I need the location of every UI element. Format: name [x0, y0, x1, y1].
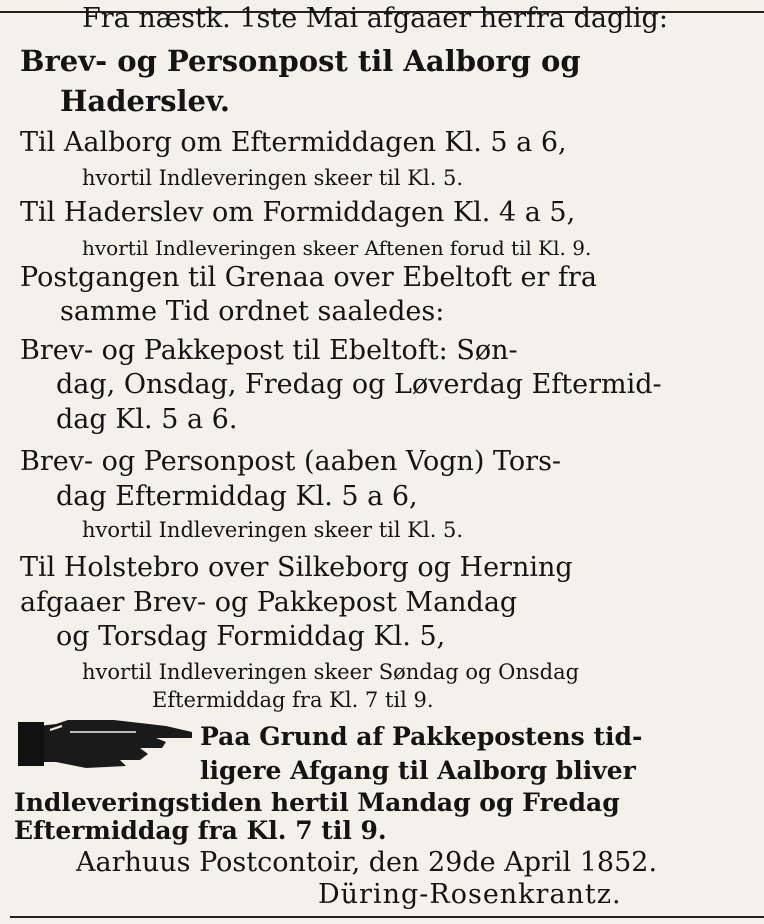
line-11: dag, Onsdag, Fredag og Løverdag Eftermid-	[56, 369, 662, 400]
line-12: dag Kl. 5 a 6.	[56, 404, 238, 435]
line-1: Fra næstk. 1ste Mai afgaaer herfra daglig:	[82, 3, 668, 34]
line-5: hvortil Indleveringen skeer til Kl. 5.	[82, 166, 464, 190]
line-21: Paa Grund af Pakkepostens tid-	[200, 722, 643, 751]
line-10: Brev- og Pakkepost til Ebeltoft: Søn-	[20, 335, 518, 366]
line-17: afgaaer Brev- og Pakkepost Mandag	[20, 587, 518, 618]
line-9: samme Tid ordnet saaledes:	[60, 296, 445, 327]
line-19: hvortil Indleveringen skeer Søndag og Onsdag	[82, 660, 580, 684]
line-15: hvortil Indleveringen skeer til Kl. 5.	[82, 518, 464, 542]
line-8: Postgangen til Grenaa over Ebeltoft er fra	[20, 262, 597, 293]
line-2: Brev- og Personpost til Aalborg og	[20, 44, 581, 78]
line-3: Haderslev.	[60, 84, 231, 118]
line-13: Brev- og Personpost (aaben Vogn) Tors-	[20, 446, 562, 477]
pointing-hand-icon	[16, 712, 196, 772]
line-16: Til Holstebro over Silkeborg og Herning	[20, 552, 573, 583]
line-7: hvortil Indleveringen skeer Aftenen forud til Kl. 9.	[82, 236, 592, 260]
bottom-rule	[10, 916, 764, 918]
line-22: ligere Afgang til Aalborg bliver	[200, 756, 636, 785]
line-25: Aarhuus Postcontoir, den 29de April 1852.	[76, 847, 658, 878]
line-23: Indleveringstiden hertil Mandag og Fredag	[14, 788, 620, 817]
line-20: Eftermiddag fra Kl. 7 til 9.	[152, 688, 434, 712]
line-4: Til Aalborg om Eftermiddagen Kl. 5 a 6,	[20, 127, 567, 158]
line-24: Eftermiddag fra Kl. 7 til 9.	[14, 816, 387, 845]
line-26: Düring-Rosenkrantz.	[318, 879, 622, 910]
line-14: dag Eftermiddag Kl. 5 a 6,	[56, 481, 418, 512]
line-6: Til Haderslev om Formiddagen Kl. 4 a 5,	[20, 197, 576, 228]
line-18: og Torsdag Formiddag Kl. 5,	[56, 621, 446, 652]
